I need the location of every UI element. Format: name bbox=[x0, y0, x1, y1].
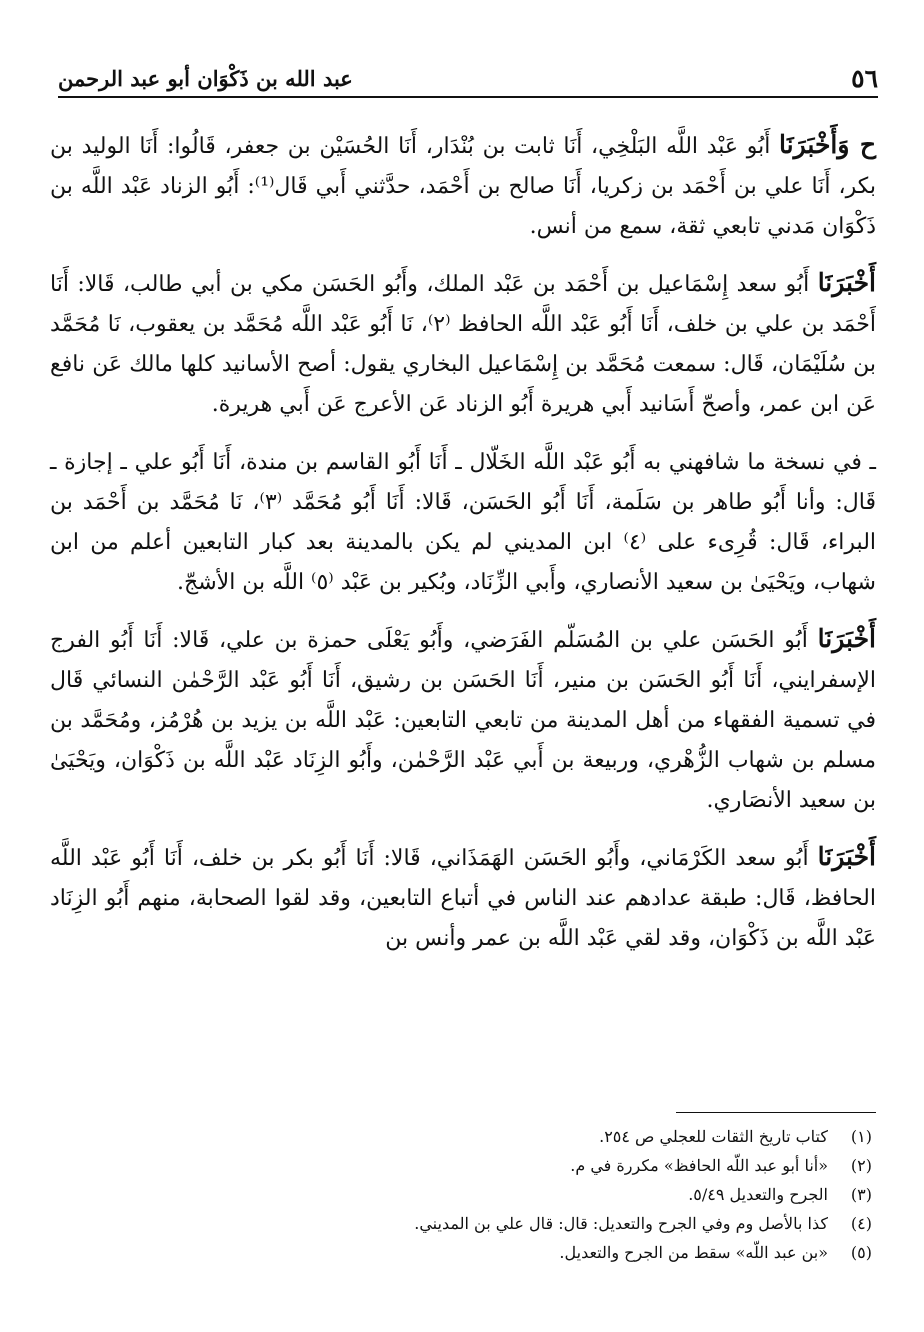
paragraph bbox=[50, 441, 876, 603]
paragraph-lead: ح وَأَخْبَرَنَا bbox=[779, 130, 876, 159]
paragraph-text: أَبُو سعد الكَرْمَاني، وأَبُو الحَسَن الهَمَذَاني، قَالا: أَنَا أَبُو بكر بن خلف، أَنَا أَبُو عَبْد اللَّه الحافظ، قَال: طبقة عدادهم عند الناس في أتباع التابعين، وقد لقوا الصحابة، منهم أَبُو الزِنَاد عَبْد اللَّه بن ذَكْوَان، وقد لقي عَبْد اللَّه بن عمر وأنس بن bbox=[50, 846, 876, 951]
footnote bbox=[50, 1180, 872, 1209]
running-title: عبد الله بن ذَكْوَان أبو عبد الرحمن bbox=[58, 65, 353, 91]
paragraph-lead: أَخْبَرَنَا bbox=[817, 842, 876, 871]
footnote bbox=[50, 1238, 872, 1267]
page-number: ٥٦ bbox=[851, 63, 878, 93]
paragraph-text: أَبُو سعد إِسْمَاعيل بن أَحْمَد بن عَبْد الملك، وأَبُو الحَسَن مكي بن أبي طالب، قَالا: أَنَا أَحْمَد بن علي بن خلف، أَنَا أَبُو عَبْد اللَّه الحافظ ⁽٢⁾، نَا أَبُو عَبْد اللَّه مُحَمَّد بن يعقوب، نَا مُحَمَّد بن سُلَيْمَان، قَال: سمعت مُحَمَّد بن إِسْمَاعيل البخاري يقول: أصح الأسانيد كلها مالك عَن نافع عَن ابن عمر، وأصحّ أَسَانيد أَبي هريرة أَبُو الزناد عَن الأعرج عَن أَبي هريرة. bbox=[50, 272, 876, 417]
footnote bbox=[50, 1209, 872, 1238]
footnote-divider bbox=[676, 1112, 876, 1113]
footnote-text: «بن عبد اللّه» سقط من الجرح والتعديل. bbox=[559, 1243, 828, 1262]
footnote-number: (٥) bbox=[850, 1243, 872, 1262]
paragraph-text: ـ في نسخة ما شافهني به أَبُو عَبْد اللَّه الخَلّال ـ أَنَا أَبُو القاسم بن مندة، أَنَا أَبُو علي ـ إجازة ـ قَال: وأنا أَبُو طاهر بن سَلَمة، أَنَا أَبُو الحَسَن، قَالا: أَنَا أَبُو مُحَمَّد ⁽٣⁾، نَا مُحَمَّد بن أَحْمَد بن البراء، قَال: قُرِىء على ⁽٤⁾ ابن المديني لم يكن بالمدينة بعد كبار التابعين أعلم من ابن شهاب، ويَحْيَىٰ بن سعيد الأنصاري، وأَبي الزِّنَاد، وبُكير بن عَبْد ⁽٥⁾ اللَّه بن الأشجّ. bbox=[50, 450, 877, 595]
footnote-number: (٤) bbox=[850, 1214, 872, 1233]
footnote-number: (١) bbox=[850, 1127, 872, 1146]
paragraph bbox=[50, 619, 876, 821]
paragraph-text: أَبُو الحَسَن علي بن المُسَلّم الفَرَضي، وأَبُو يَعْلَى حمزة بن علي، قَالا: أَنَا أَبُو الفرج الإسفرايني، أَنَا أَبُو الحَسَن بن منير، أَنَا الحَسَن بن رشيق، أَنَا أَبُو عَبْد الرَّحْمٰن النسائي قَال في تسمية الفقهاء من أهل المدينة من تابعي التابعين: عَبْد اللَّه بن يزيد بن هُرْمُز، ومُحَمَّد بن مسلم بن شهاب الزُّهْري، وربيعة بن أَبي عَبْد الرَّحْمٰن، وأَبُو الزِنَاد عَبْد اللَّه بن ذَكْوَان، ويَحْيَىٰ بن سعيد الأنصَاري. bbox=[50, 628, 876, 813]
footnote-text: كذا بالأصل وم وفي الجرح والتعديل: قال: قال علي بن المديني. bbox=[414, 1214, 828, 1233]
footnote-text: الجرح والتعديل ٥/٤٩. bbox=[688, 1185, 828, 1204]
main-text bbox=[50, 125, 876, 975]
paragraph bbox=[50, 837, 876, 959]
footnotes bbox=[50, 1122, 872, 1267]
paragraph bbox=[50, 125, 876, 247]
page-header bbox=[58, 60, 878, 98]
paragraph-lead: أَخْبَرَنَا bbox=[817, 268, 877, 297]
footnote-text: «أنا أبو عبد اللّه الحافظ» مكررة في م. bbox=[570, 1156, 828, 1175]
paragraph bbox=[50, 263, 876, 425]
footnote bbox=[50, 1151, 872, 1180]
paragraph-text: أَبُو عَبْد اللَّه البَلْخِي، أَنَا ثابت بن بُنْدَار، أَنَا الحُسَيْن بن جعفر، قَالُوا: أَنَا الوليد بن بكر، أَنَا علي بن أَحْمَد بن زكريا، أَنَا صالح بن أَحْمَد، حدَّثني أَبي قَال⁽¹⁾: أَبُو الزناد عَبْد اللَّه بن ذَكْوَان مَدني تابعي ثقة، سمع من أنس. bbox=[50, 134, 876, 239]
footnote-number: (٢) bbox=[850, 1156, 872, 1175]
footnote-number: (٣) bbox=[850, 1185, 872, 1204]
footnote bbox=[50, 1122, 872, 1151]
paragraph-lead: أَخْبَرَنَا bbox=[817, 624, 876, 653]
footnote-text: كتاب تاريخ الثقات للعجلي ص ٢٥٤. bbox=[599, 1127, 828, 1146]
